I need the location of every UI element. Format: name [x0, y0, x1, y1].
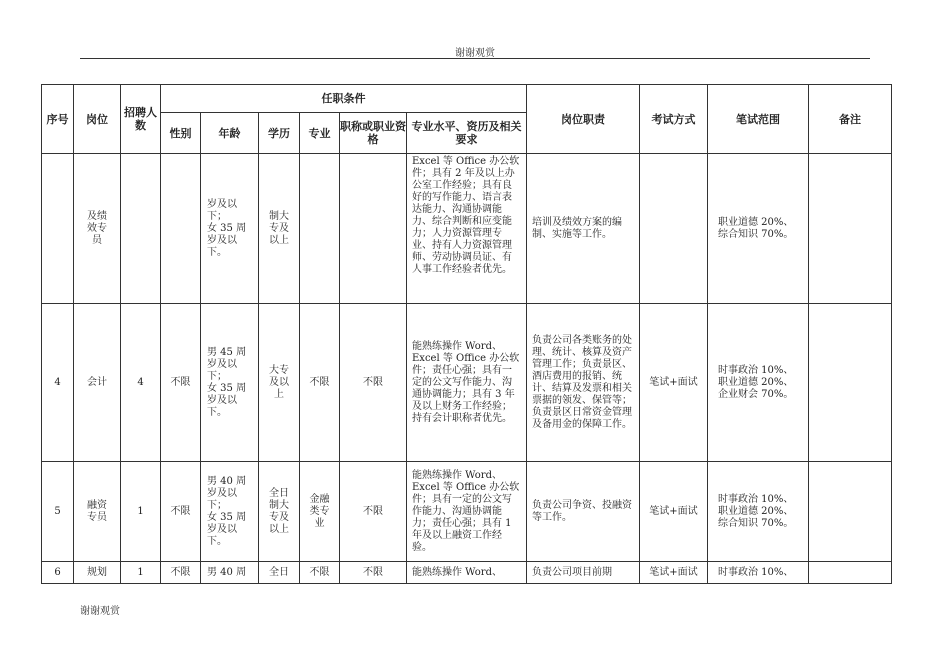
- cell-gender: 不限: [161, 562, 201, 584]
- recruitment-table: [41, 84, 892, 584]
- table-row: [42, 154, 892, 304]
- page-footer-text: 谢谢观赏: [80, 606, 120, 617]
- col-header-duties: 岗位职责: [527, 85, 640, 154]
- cell-duties: 负责公司争资、投融资等工作。: [527, 462, 640, 562]
- cell-exam-method: 笔试+面试: [640, 562, 708, 584]
- col-header-age: 年龄: [201, 113, 259, 154]
- col-header-exam-method: 考试方式: [640, 85, 708, 154]
- cell-notes: [809, 462, 892, 562]
- cell-gender: 不限: [161, 462, 201, 562]
- cell-major: 不限: [300, 562, 340, 584]
- table-row: [42, 562, 892, 584]
- cell-headcount: 1: [121, 462, 161, 562]
- cell-notes: [809, 154, 892, 304]
- cell-title-qual: 不限: [340, 562, 407, 584]
- col-header-gender: 性别: [161, 113, 201, 154]
- cell-seq: [42, 154, 74, 304]
- cell-major: [300, 154, 340, 304]
- cell-exam-scope: 时事政治 10%、 职业道德 20%、 综合知识 70%。: [708, 462, 809, 562]
- cell-position: 融资专员: [74, 462, 121, 562]
- col-header-skills: 专业水平、资历及相关要求: [407, 113, 527, 154]
- cell-education: 大专及以上: [259, 304, 300, 462]
- cell-notes: [809, 562, 892, 584]
- cell-skills: 能熟练操作 Word、Excel 等 Office 办公软件；责任心强；具有一定的公文写作能力、沟通协调能力；具有 3 年及以上财务工作经验；持有会计职称者优先。: [407, 304, 527, 462]
- cell-age: 男 40 周岁及以下； 女 35 周岁及以下。: [201, 462, 259, 562]
- cell-title-qual: 不限: [340, 304, 407, 462]
- header-row-1: [42, 85, 892, 113]
- cell-seq: 4: [42, 304, 74, 462]
- cell-title-qual: 不限: [340, 462, 407, 562]
- cell-exam-method: [640, 154, 708, 304]
- cell-age: 男 40 周: [201, 562, 259, 584]
- cell-duties: 负责公司各类账务的处理、统计、核算及资产管理工作；负责景区、酒店费用的报销、统计、结算及发票和相关票据的领发、保管等；负责景区日常资金管理及备用金的保障工作。: [527, 304, 640, 462]
- header-rule: [80, 58, 870, 59]
- col-header-headcount: 招聘人数: [121, 85, 161, 154]
- cell-skills: 能熟练操作 Word、Excel 等 Office 办公软件；具有一定的公文写作能力、沟通协调能力；责任心强；具有 1 年及以上融资工作经验。: [407, 462, 527, 562]
- cell-education: 制大专及以上: [259, 154, 300, 304]
- cell-gender: [161, 154, 201, 304]
- cell-education: 全日制大专及以上: [259, 462, 300, 562]
- cell-position: 规划: [74, 562, 121, 584]
- cell-duties: 培训及绩效方案的编制、实施等工作。: [527, 154, 640, 304]
- cell-major: 金融类专业: [300, 462, 340, 562]
- cell-skills: 能熟练操作 Word、: [407, 562, 527, 584]
- table-row: [42, 462, 892, 562]
- cell-education: 全日: [259, 562, 300, 584]
- col-header-major: 专业: [300, 113, 340, 154]
- col-header-seq: 序号: [42, 85, 74, 154]
- cell-title-qual: [340, 154, 407, 304]
- cell-headcount: 4: [121, 304, 161, 462]
- cell-duties: 负责公司项目前期: [527, 562, 640, 584]
- cell-gender: 不限: [161, 304, 201, 462]
- col-header-exam-scope: 笔试范围: [708, 85, 809, 154]
- cell-age: 岁及以下； 女 35 周岁及以下。: [201, 154, 259, 304]
- cell-age: 男 45 周岁及以下； 女 35 周岁及以下。: [201, 304, 259, 462]
- cell-seq: 6: [42, 562, 74, 584]
- cell-position: 及绩效专员: [74, 154, 121, 304]
- cell-headcount: 1: [121, 562, 161, 584]
- cell-major: 不限: [300, 304, 340, 462]
- cell-exam-scope: 职业道德 20%、 综合知识 70%。: [708, 154, 809, 304]
- col-header-education: 学历: [259, 113, 300, 154]
- cell-position: 会计: [74, 304, 121, 462]
- cell-skills: Excel 等 Office 办公软件；具有 2 年及以上办公室工作经验；具有良好的写作能力、语言表达能力、沟通协调能力、综合判断和应变能力；人力资源管理专业、持有人力资源管理师、劳动协调员证、有人事工作经验者优先。: [407, 154, 527, 304]
- cell-exam-method: 笔试+面试: [640, 462, 708, 562]
- cell-notes: [809, 304, 892, 462]
- cell-exam-scope: 时事政治 10%、: [708, 562, 809, 584]
- cell-exam-scope: 时事政治 10%、 职业道德 20%、 企业财会 70%。: [708, 304, 809, 462]
- col-header-position: 岗位: [74, 85, 121, 154]
- table-row: [42, 304, 892, 462]
- col-header-requirements: 任职条件: [161, 85, 527, 113]
- page-header-text: 谢谢观赏: [455, 48, 495, 59]
- cell-headcount: [121, 154, 161, 304]
- cell-seq: 5: [42, 462, 74, 562]
- cell-exam-method: 笔试+面试: [640, 304, 708, 462]
- col-header-title-qual: 职称或职业资格: [340, 113, 407, 154]
- col-header-notes: 备注: [809, 85, 892, 154]
